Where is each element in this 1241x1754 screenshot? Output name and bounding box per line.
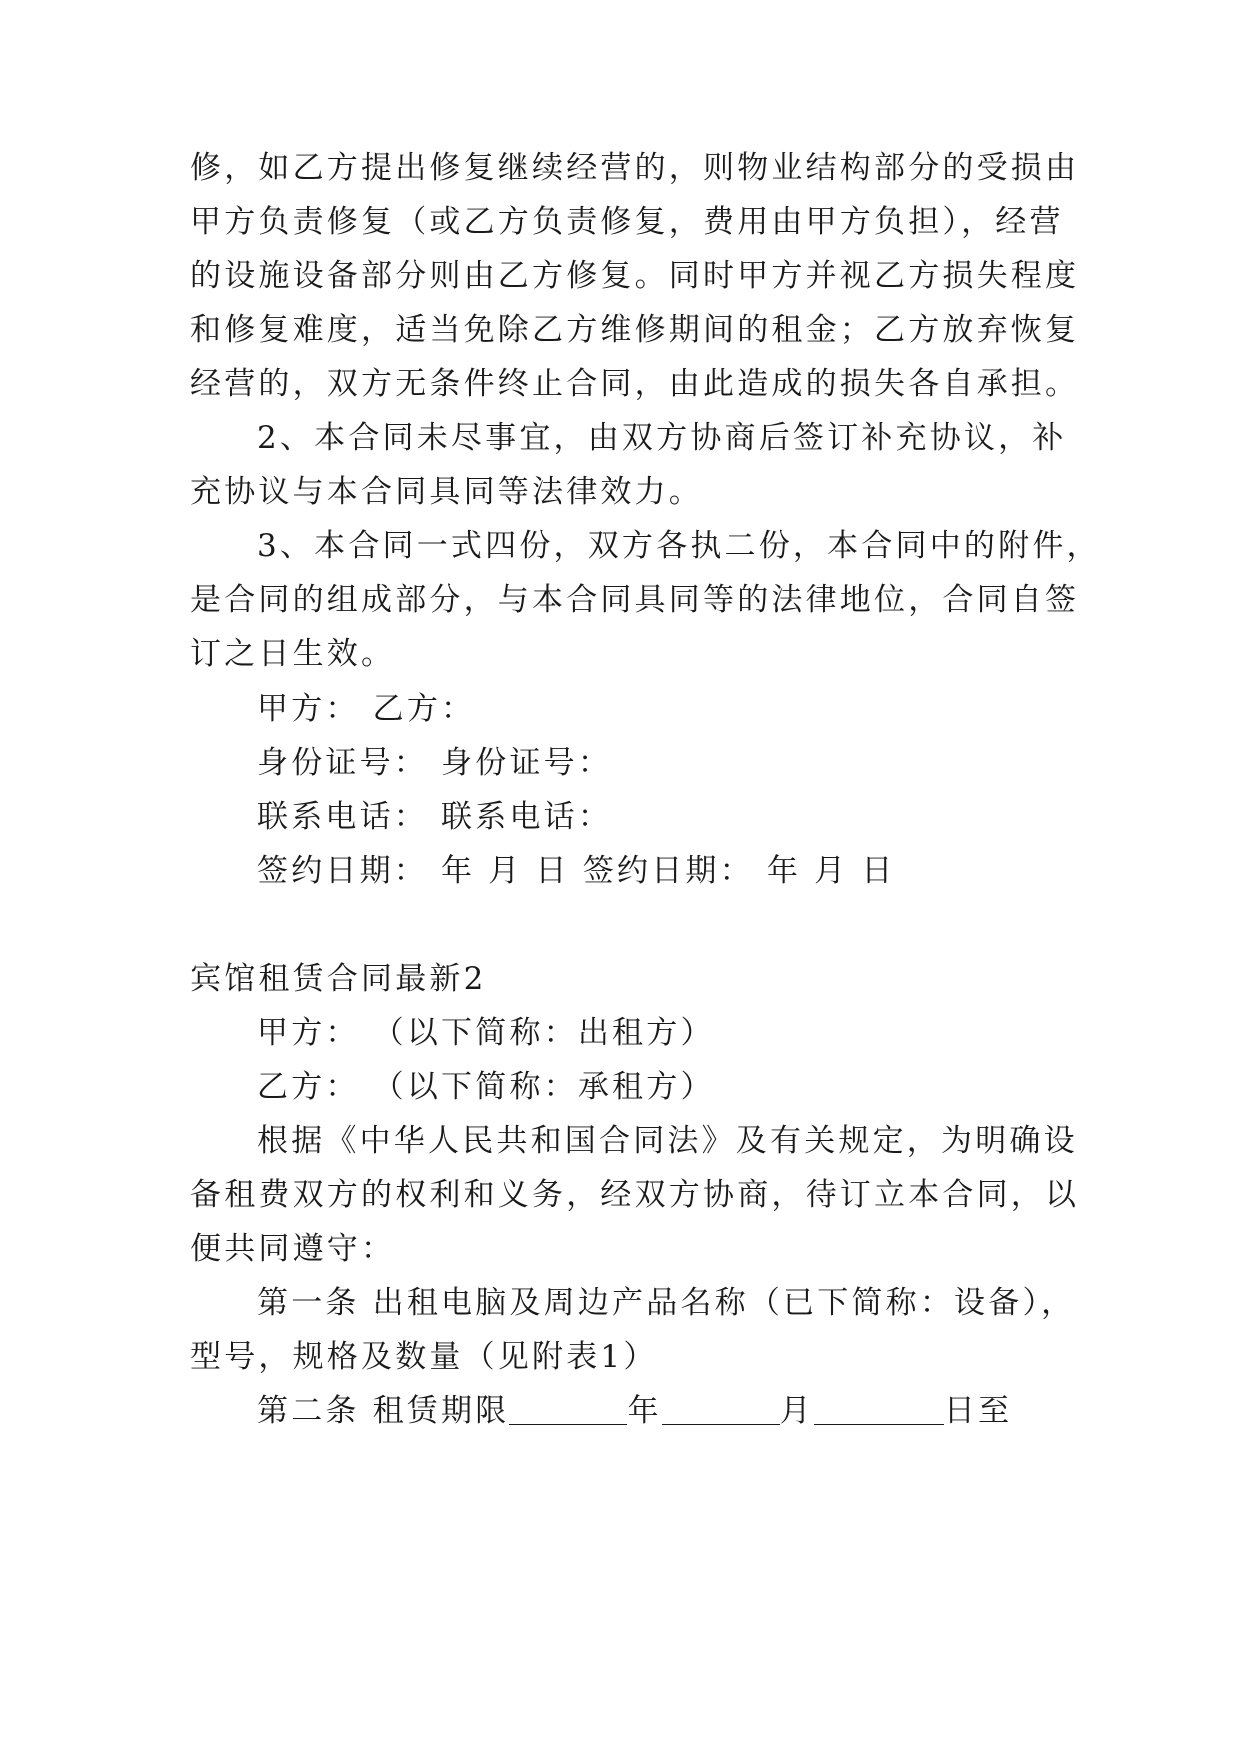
party-b-line: 乙方： （以下简称：承租方）: [257, 1069, 715, 1105]
blank-line: [509, 1394, 627, 1425]
intro-line: 备租费双方的权利和义务，经双方协商，待订立本合同，以: [190, 1177, 1080, 1213]
clause-3-line: 订之日生效。: [190, 636, 396, 672]
article-2-lead: 第二条 租赁期限: [257, 1393, 510, 1429]
party-a-line: 甲方： （以下简称：出租方）: [257, 1015, 715, 1051]
paragraph-line: 修，如乙方提出修复继续经营的，则物业结构部分的受损由: [190, 150, 1080, 186]
article-1-line: 型号，规格及数量（见附表1）: [190, 1339, 658, 1375]
intro-line: 根据《中华人民共和国合同法》及有关规定，为明确设: [257, 1123, 1078, 1159]
signature-date: 签约日期： 年 月 日 签约日期： 年 月 日: [257, 853, 896, 889]
paragraph-line: 甲方负责修复（或乙方负责修复，费用由甲方负担），经营: [190, 204, 1064, 240]
day-label: 日至: [943, 1393, 1013, 1429]
clause-2-line: 2、本合同未尽事宜，由双方协商后签订补充协议，补: [257, 420, 1067, 456]
blank-line: [662, 1394, 780, 1425]
year-label: 年: [627, 1393, 662, 1429]
signature-id: 身份证号： 身份证号：: [257, 745, 613, 781]
signature-phone: 联系电话： 联系电话：: [257, 799, 613, 835]
paragraph-line: 经营的，双方无条件终止合同，由此造成的损失各自承担。: [190, 366, 1080, 402]
article-1-line: 第一条 出租电脑及周边产品名称（已下简称：设备），: [257, 1285, 1076, 1321]
paragraph-line: 和修复难度，适当免除乙方维修期间的租金；乙方放弃恢复: [190, 312, 1080, 348]
intro-line: 便共同遵守：: [190, 1231, 396, 1267]
month-label: 月: [779, 1393, 814, 1429]
article-2-line: [257, 1389, 1077, 1433]
clause-2-line: 充协议与本合同具同等法律效力。: [190, 474, 703, 510]
section-title: 宾馆租赁合同最新2: [190, 961, 487, 997]
blank-line: [814, 1394, 944, 1425]
clause-3-line: 是合同的组成部分，与本合同具同等的法律地位，合同自签: [190, 582, 1080, 618]
signature-parties: 甲方： 乙方：: [257, 691, 476, 727]
clause-3-line: 3、本合同一式四份，双方各执二份，本合同中的附件，: [257, 528, 1101, 564]
paragraph-line: 的设施设备部分则由乙方修复。同时甲方并视乙方损失程度: [190, 258, 1080, 294]
